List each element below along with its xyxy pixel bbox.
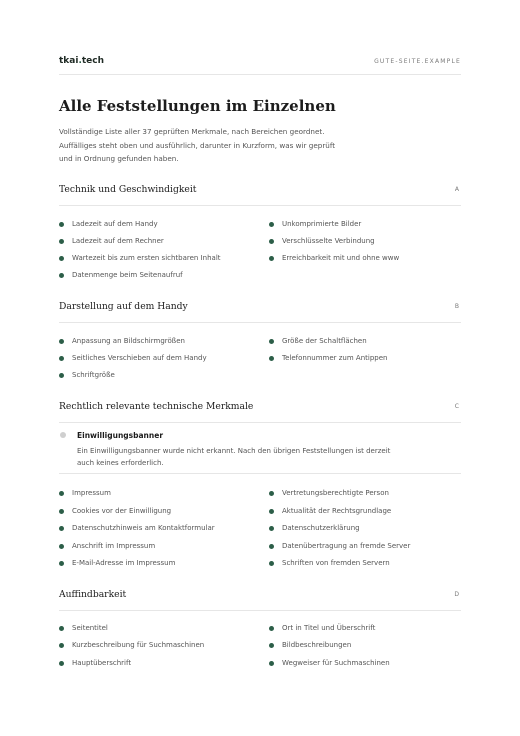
- bullet-icon: [59, 339, 64, 344]
- bullet-icon: [59, 509, 64, 514]
- bullet-icon: [59, 526, 64, 531]
- bullet-icon: [269, 356, 274, 361]
- bullet-icon: [269, 643, 274, 648]
- bullet-icon: [269, 561, 274, 566]
- bullet-icon: [59, 222, 64, 227]
- finding-callout: [59, 428, 461, 474]
- section-title: Technik und Geschwindigkeit: [59, 184, 197, 195]
- section-letter: C: [454, 403, 459, 410]
- bullet-icon: [59, 356, 64, 361]
- callout-body: Ein Einwilligungsbanner wurde nicht erkannt. Nach den übrigen Feststellungen ist derzeit auch keines erforderlich.: [77, 447, 391, 467]
- bullet-icon: [269, 544, 274, 549]
- bullet-icon: [269, 239, 274, 244]
- bullet-icon: [59, 643, 64, 648]
- section-title: Auffindbarkeit: [59, 589, 127, 600]
- bullet-icon: [269, 626, 274, 631]
- bullet-icon: [269, 509, 274, 514]
- bullet-icon: [269, 339, 274, 344]
- bullet-icon: [59, 544, 64, 549]
- bullet-icon: [269, 661, 274, 666]
- bullet-icon: [269, 256, 274, 261]
- bullet-icon: [59, 491, 64, 496]
- page-header: [59, 57, 461, 75]
- section-header-d: [59, 591, 461, 611]
- section-header-a: [59, 186, 461, 206]
- bullet-icon: [269, 491, 274, 496]
- bullet-icon: [269, 526, 274, 531]
- page-title: Alle Feststellungen im Einzelnen: [59, 97, 336, 115]
- status-dot-icon: [60, 432, 66, 438]
- bullet-icon: [59, 661, 64, 666]
- section-letter: D: [454, 591, 459, 598]
- section-title: Rechtlich relevante technische Merkmale: [59, 401, 254, 412]
- checked-domain: GUTE-SEITE.EXAMPLE: [374, 58, 461, 65]
- section-header-b: [59, 303, 461, 323]
- section-letter: A: [454, 186, 459, 193]
- section-header-c: [59, 403, 461, 423]
- bullet-icon: [59, 256, 64, 261]
- bullet-icon: [59, 626, 64, 631]
- brand-logo[interactable]: tkai.tech: [59, 56, 105, 66]
- bullet-icon: [269, 222, 274, 227]
- bullet-icon: [59, 373, 64, 378]
- bullet-icon: [59, 561, 64, 566]
- callout-title: Einwilligungsbanner: [77, 431, 164, 440]
- section-letter: B: [454, 303, 459, 310]
- bullet-icon: [59, 273, 64, 278]
- section-title: Darstellung auf dem Handy: [59, 301, 188, 312]
- intro-text: Vollständige Liste aller 37 geprüften Merkmale, nach Bereichen geordnet. Auffälliges steht oben und ausführlich, darunter in Kurzform, was wir geprüft und in Ordnung gefunden haben.: [59, 127, 336, 163]
- bullet-icon: [59, 239, 64, 244]
